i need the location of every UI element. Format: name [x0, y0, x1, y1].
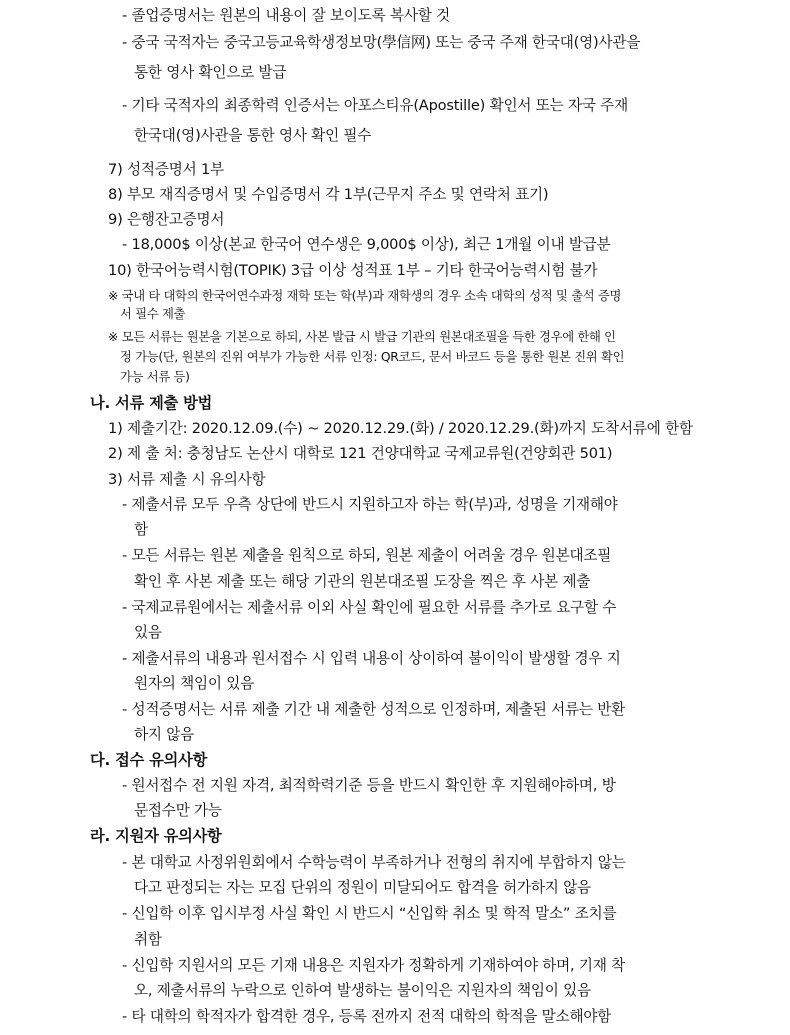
- submission-note-1-cont: 함: [134, 521, 148, 538]
- note-original-documents-cont: 정 가능(단, 원본의 진위 여부가 가능한 서류 인정: QR코드, 문서 바코드 등을 통한 원본 진위 확인: [120, 350, 625, 364]
- submission-location: 2) 제 출 처: 충청남도 논산시 대학로 121 건양대학교 국제교류원(건양회관 501): [108, 445, 613, 462]
- note-domestic-students: ※ 국내 타 대학의 한국어연수과정 재학 또는 학(부)과 재학생의 경우 소속 대학의 성적 및 출석 증명: [108, 289, 622, 303]
- item-8-parent-documents: 8) 부모 재직증명서 및 수입증명서 각 1부(근무지 주소 및 연락처 표기): [108, 186, 549, 203]
- bullet-china-verification: - 중국 국적자는 중국고등교육학생정보망(學信网) 또는 중국 주재 한국대(영)사관을: [122, 34, 641, 51]
- note-original-documents-cont2: 가능 서류 등): [120, 370, 190, 384]
- submission-period: 1) 제출기간: 2020.12.09.(수) ~ 2020.12.29.(화) / 2020.12.29.(화)까지 도착서류에 한함: [108, 420, 693, 437]
- bullet-graduation-copy: - 졸업증명서는 원본의 내용이 잘 보이도록 복사할 것: [122, 7, 450, 24]
- submission-note-5-cont: 하지 않음: [134, 726, 195, 743]
- application-note-1-cont: 문접수만 가능: [134, 802, 222, 819]
- bullet-china-verification-cont: 통한 영사 확인으로 발급: [134, 64, 287, 81]
- submission-note-2-cont: 확인 후 사본 제출 또는 해당 기관의 원본대조필 도장을 찍은 후 사본 제출: [134, 573, 591, 590]
- submission-note-3: - 국제교류원에서는 제출서류 이외 사실 확인에 필요한 서류를 추가로 요구할 수: [122, 599, 617, 616]
- applicant-note-2: - 신입학 이후 입시부정 사실 확인 시 반드시 “신입학 취소 및 학적 말소” 조치를: [122, 905, 617, 922]
- note-domestic-students-cont: 서 필수 제출: [120, 307, 186, 321]
- bullet-apostille: - 기타 국적자의 최종학력 인증서는 아포스티유(Apostille) 확인서 또는 자국 주재: [122, 97, 628, 114]
- submission-note-4: - 제출서류의 내용과 원서접수 시 입력 내용이 상이하여 불이익이 발생할 경우 지: [122, 650, 621, 667]
- application-note-1: - 원서접수 전 지원 자격, 최적학력기준 등을 반드시 확인한 후 지원해야하며, 방: [122, 777, 616, 794]
- applicant-note-3: - 신입학 지원서의 모든 기재 내용은 지원자가 정확하게 기재하여야 하며, 기재 착: [122, 957, 626, 974]
- applicant-note-2-cont: 취함: [134, 931, 162, 948]
- note-original-documents: ※ 모든 서류는 원본을 기본으로 하되, 사본 발급 시 발급 기관의 원본대조필을 득한 경우에 한해 인: [108, 330, 616, 344]
- item-7-transcript: 7) 성적증명서 1부: [108, 161, 224, 178]
- section-heading-application: 다. 접수 유의사항: [90, 751, 208, 769]
- submission-note-3-cont: 있음: [134, 624, 162, 641]
- item-9-bank-balance: 9) 은행잔고증명서: [108, 211, 225, 228]
- submission-note-5: - 성적증명서는 서류 제출 기간 내 제출한 성적으로 인정하며, 제출된 서류는 반환: [122, 701, 626, 718]
- submission-note-1: - 제출서류 모두 우측 상단에 반드시 지원하고자 하는 학(부)과, 성명을 기재해야: [122, 496, 618, 513]
- applicant-note-1: - 본 대학교 사정위원회에서 수학능력이 부족하거나 전형의 취지에 부합하지 않는: [122, 854, 626, 871]
- item-9-bank-balance-detail: - 18,000$ 이상(본교 한국어 연수생은 9,000$ 이상), 최근 1개월 이내 발급분: [122, 236, 611, 253]
- submission-note-4-cont: 원자의 책임이 있음: [134, 675, 255, 692]
- item-10-topik: 10) 한국어능력시험(TOPIK) 3급 이상 성적표 1부 – 기타 한국어능력시험 불가: [108, 262, 598, 279]
- section-heading-applicant: 라. 지원자 유의사항: [90, 827, 222, 845]
- bullet-apostille-cont: 한국대(영)사관을 통한 영사 확인 필수: [134, 127, 372, 144]
- applicant-note-3-cont: 오, 제출서류의 누락으로 인하여 발생하는 불이익은 지원자의 책임이 있음: [134, 982, 591, 999]
- submission-notes-title: 3) 서류 제출 시 유의사항: [108, 471, 266, 488]
- submission-note-2: - 모든 서류는 원본 제출을 원칙으로 하되, 원본 제출이 어려울 경우 원본대조필: [122, 547, 612, 564]
- applicant-note-1-cont: 다고 판정되는 자는 모집 단위의 정원이 미달되어도 합격을 허가하지 않음: [134, 879, 591, 896]
- section-heading-submission: 나. 서류 제출 방법: [90, 394, 213, 412]
- applicant-note-4: - 타 대학의 학적자가 합격한 경우, 등록 전까지 전적 대학의 학적을 말소해야함: [122, 1008, 612, 1025]
